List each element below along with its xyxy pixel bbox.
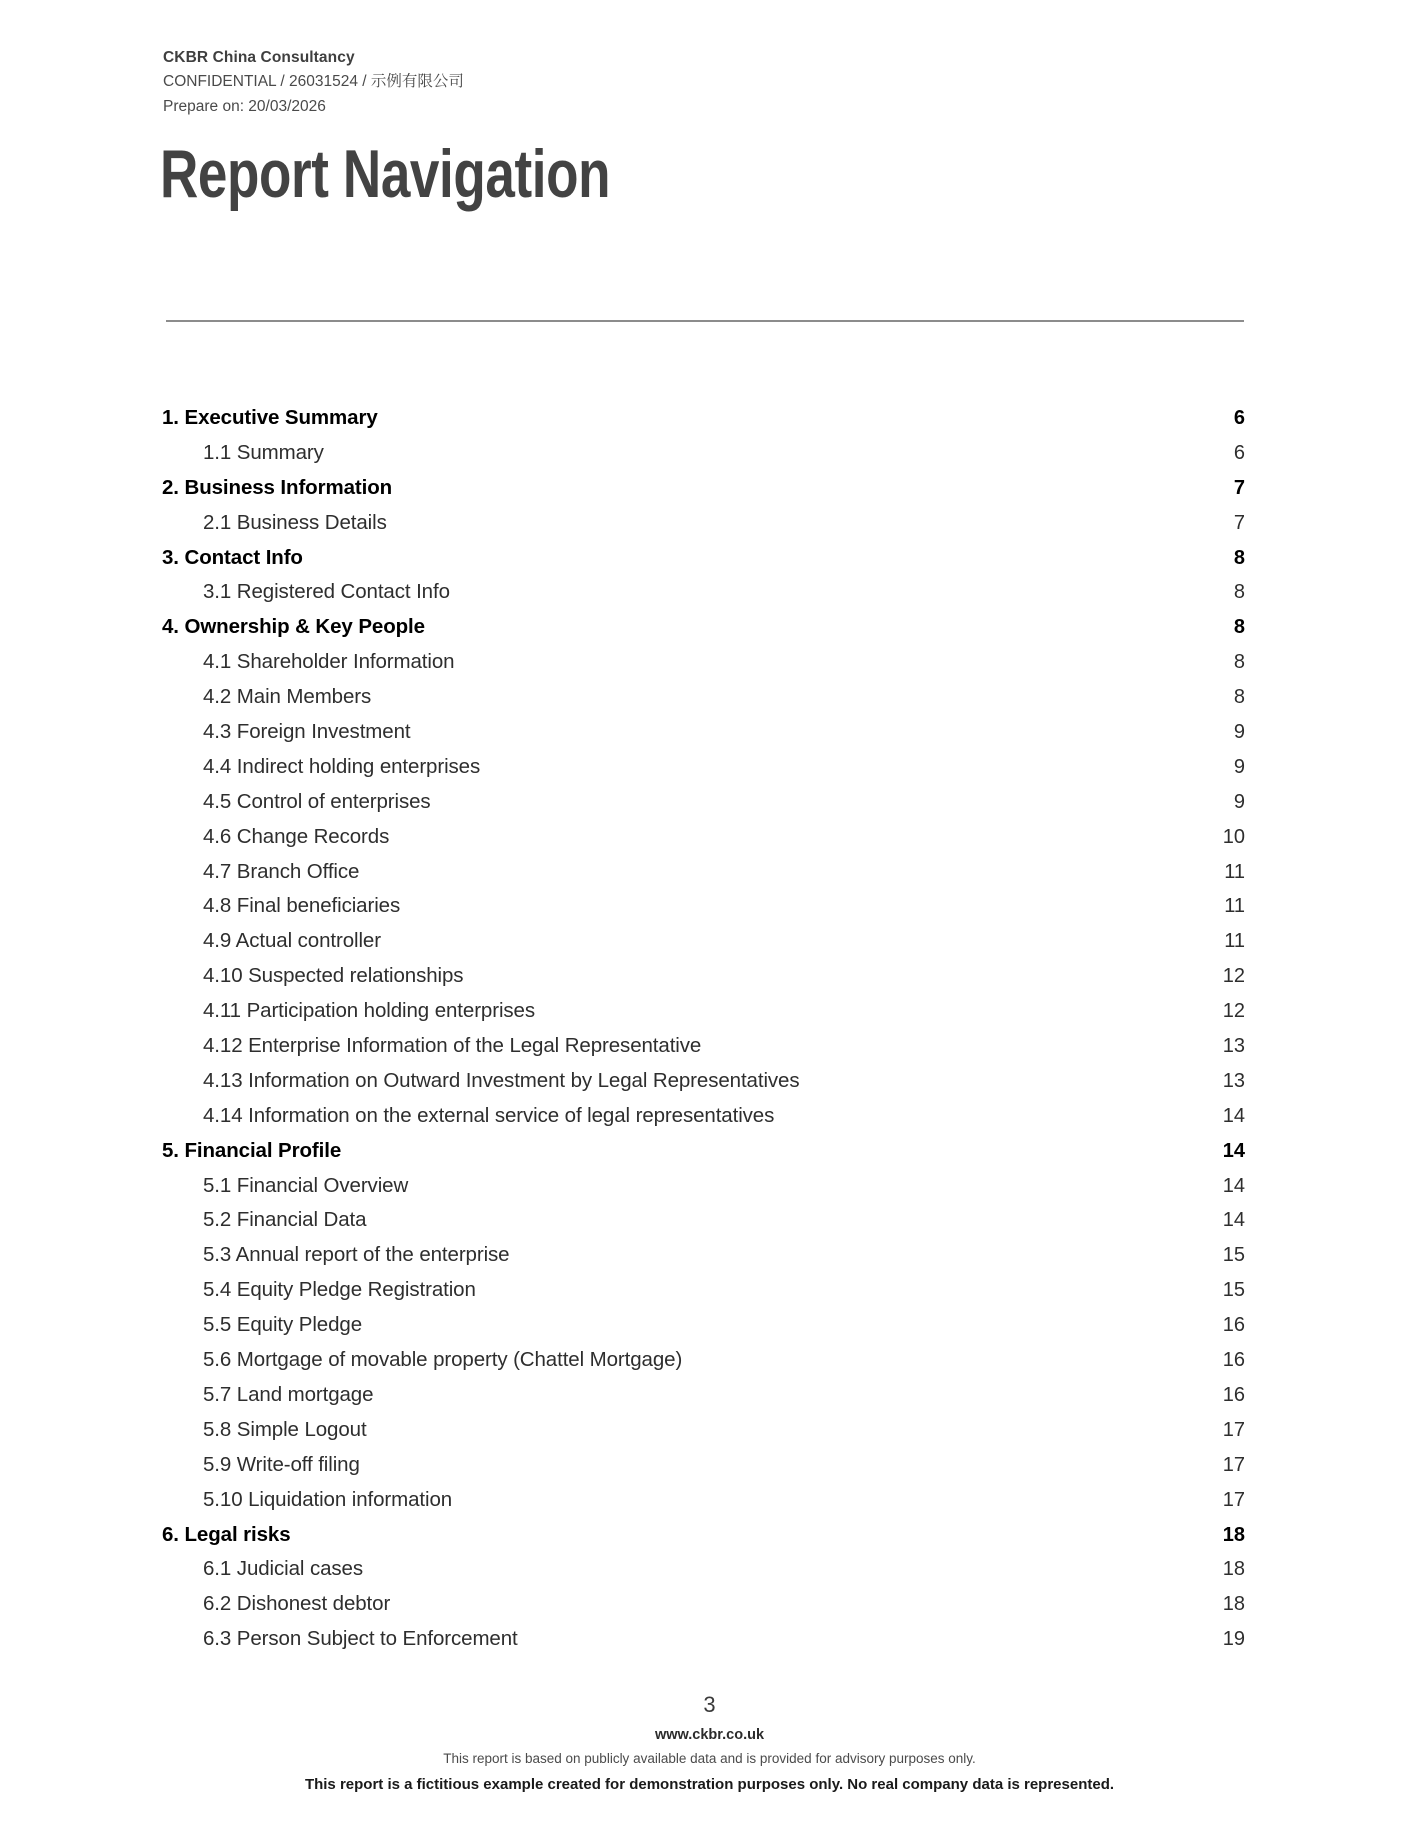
toc-entry-label: 5.8 Simple Logout <box>203 1417 367 1441</box>
toc-entry[interactable] <box>0 750 1419 785</box>
toc-entry[interactable] <box>0 820 1419 855</box>
toc-entry-page-number: 9 <box>1233 721 1245 744</box>
document-header <box>163 46 1063 120</box>
toc-entry-page-number: 9 <box>1233 790 1245 813</box>
toc-entry-page-number: 13 <box>1222 1069 1245 1092</box>
page-title: Report Navigation <box>160 136 611 212</box>
toc-entry-page-number: 15 <box>1222 1244 1245 1267</box>
toc-entry-label: 1. Executive Summary <box>162 406 378 429</box>
toc-entry[interactable] <box>0 1378 1419 1413</box>
toc-entry[interactable] <box>0 1134 1419 1169</box>
toc-entry-label: 2. Business Information <box>162 475 393 499</box>
toc-entry-label: 5.10 Liquidation information <box>203 1487 453 1511</box>
toc-entry-label: 6. Legal risks <box>162 1522 291 1546</box>
toc-entry-page-number: 12 <box>1222 1000 1245 1023</box>
toc-entry[interactable] <box>0 855 1419 890</box>
toc-entry-page-number: 7 <box>1233 476 1245 499</box>
toc-entry[interactable] <box>0 401 1419 436</box>
toc-entry[interactable] <box>0 1273 1419 1308</box>
toc-entry-label: 4.5 Control of enterprises <box>203 789 431 813</box>
toc-entry-page-number: 11 <box>1224 895 1245 918</box>
toc-entry[interactable] <box>0 1483 1419 1518</box>
toc-entry[interactable] <box>0 1029 1419 1064</box>
toc-entry-label: 6.2 Dishonest debtor <box>203 1592 391 1616</box>
toc-entry-page-number: 14 <box>1222 1209 1245 1232</box>
toc-entry-page-number: 8 <box>1233 651 1245 674</box>
organisation-name: CKBR China Consultancy <box>163 49 355 66</box>
toc-entry-label: 5.9 Write-off filing <box>203 1452 360 1476</box>
toc-entry-label: 5.1 Financial Overview <box>203 1173 409 1197</box>
toc-entry[interactable] <box>0 541 1419 576</box>
toc-entry-page-number: 7 <box>1233 511 1245 534</box>
toc-entry-label: 5.6 Mortgage of movable property (Chattel Mortgage) <box>203 1348 683 1372</box>
toc-entry-label: 4.8 Final beneficiaries <box>203 894 401 918</box>
footer-disclaimer: This report is based on publicly available data and is provided for advisory purposes only. <box>443 1750 976 1766</box>
page-number: 3 <box>703 1692 716 1717</box>
toc-entry[interactable] <box>0 1064 1419 1099</box>
toc-entry-page-number: 11 <box>1224 930 1245 953</box>
toc-entry[interactable] <box>0 1587 1419 1622</box>
toc-entry[interactable] <box>0 1169 1419 1204</box>
toc-entry-page-number: 14 <box>1222 1139 1245 1162</box>
toc-entry[interactable] <box>0 1552 1419 1587</box>
toc-entry-label: 4.11 Participation holding enterprises <box>203 999 535 1023</box>
toc-entry-label: 5.3 Annual report of the enterprise <box>203 1243 510 1267</box>
toc-entry[interactable] <box>0 506 1419 541</box>
toc-entry-label: 4.6 Change Records <box>203 824 390 848</box>
toc-entry-label: 5.4 Equity Pledge Registration <box>203 1278 476 1302</box>
toc-entry-label: 4.10 Suspected relationships <box>203 964 464 988</box>
toc-entry-label: 2.1 Business Details <box>203 510 387 534</box>
toc-entry-label: 4.12 Enterprise Information of the Legal Representative <box>203 1034 702 1058</box>
toc-entry[interactable] <box>0 889 1419 924</box>
toc-entry-label: 4.14 Information on the external service of legal representatives <box>203 1103 775 1127</box>
toc-entry-page-number: 6 <box>1233 407 1245 429</box>
toc-entry-page-number: 13 <box>1222 1035 1245 1058</box>
toc-entry[interactable] <box>0 785 1419 820</box>
toc-entry-page-number: 16 <box>1222 1314 1245 1337</box>
confidential-line: CONFIDENTIAL / 26031524 / 示例有限公司 <box>163 73 464 91</box>
document-footer <box>0 1691 1419 1795</box>
footer-fictitious-notice: This report is a fictitious example created for demonstration purposes only. No real company data is represented. <box>304 1775 1115 1793</box>
toc-entry-label: 3.1 Registered Contact Info <box>203 580 450 604</box>
toc-entry[interactable] <box>0 959 1419 994</box>
title-divider <box>166 320 1244 322</box>
toc-entry[interactable] <box>0 610 1419 645</box>
toc-entry-page-number: 17 <box>1222 1488 1245 1511</box>
toc-entry-label: 4.13 Information on Outward Investment by Legal Representatives <box>203 1068 800 1092</box>
toc-entry-page-number: 10 <box>1222 825 1245 848</box>
toc-entry[interactable] <box>0 924 1419 959</box>
toc-entry[interactable] <box>0 1413 1419 1448</box>
toc-entry-label: 1.1 Summary <box>203 440 324 464</box>
toc-entry-label: 4.3 Foreign Investment <box>203 720 411 744</box>
toc-entry-label: 4.1 Shareholder Information <box>203 650 455 674</box>
toc-entry[interactable] <box>0 715 1419 750</box>
toc-entry-page-number: 19 <box>1222 1628 1245 1651</box>
toc-entry-page-number: 8 <box>1233 581 1245 604</box>
toc-entry-page-number: 18 <box>1222 1558 1245 1581</box>
toc-entry-label: 6.3 Person Subject to Enforcement <box>203 1627 518 1651</box>
toc-entry-page-number: 17 <box>1222 1418 1245 1441</box>
toc-entry-page-number: 15 <box>1222 1279 1245 1302</box>
toc-entry-page-number: 11 <box>1224 860 1245 883</box>
toc-entry-label: 5.7 Land mortgage <box>203 1382 374 1406</box>
toc-entry-label: 5.2 Financial Data <box>203 1208 367 1232</box>
prepared-on-line: Prepare on: 20/03/2026 <box>163 97 326 115</box>
toc-entry-page-number: 18 <box>1222 1593 1245 1616</box>
toc-entry-page-number: 16 <box>1222 1383 1245 1406</box>
toc-entry[interactable] <box>0 1518 1419 1553</box>
toc-entry-page-number: 6 <box>1233 441 1245 464</box>
toc-entry-label: 4. Ownership & Key People <box>162 615 425 639</box>
toc-entry[interactable] <box>0 1448 1419 1483</box>
toc-entry[interactable] <box>0 1343 1419 1378</box>
toc-entry-label: 5.5 Equity Pledge <box>203 1313 362 1337</box>
toc-entry-page-number: 8 <box>1233 686 1245 709</box>
toc-entry[interactable] <box>0 436 1419 471</box>
toc-entry-page-number: 12 <box>1222 965 1245 988</box>
toc-entry[interactable] <box>0 575 1419 610</box>
toc-entry-label: 4.7 Branch Office <box>203 859 360 883</box>
toc-entry-label: 6.1 Judicial cases <box>203 1557 364 1581</box>
toc-entry-label: 4.2 Main Members <box>203 685 372 709</box>
toc-entry-page-number: 14 <box>1222 1104 1245 1127</box>
toc-entry-page-number: 17 <box>1222 1453 1245 1476</box>
toc-entry-label: 5. Financial Profile <box>162 1138 342 1162</box>
toc-entry-page-number: 16 <box>1222 1349 1245 1372</box>
toc-entry[interactable] <box>0 471 1419 506</box>
toc-entry-page-number: 8 <box>1233 616 1245 639</box>
toc-entry-page-number: 18 <box>1222 1523 1245 1546</box>
toc-entry[interactable] <box>0 994 1419 1029</box>
toc-entry[interactable] <box>0 1622 1419 1657</box>
table-of-contents <box>0 401 1419 1657</box>
toc-entry-page-number: 8 <box>1233 546 1245 569</box>
toc-entry-label: 4.4 Indirect holding enterprises <box>203 754 481 778</box>
toc-entry[interactable] <box>0 1238 1419 1273</box>
toc-entry[interactable] <box>0 1308 1419 1343</box>
toc-entry-label: 4.9 Actual controller <box>203 929 381 953</box>
toc-entry-label: 3. Contact Info <box>162 545 303 569</box>
toc-entry-page-number: 9 <box>1233 755 1245 778</box>
toc-entry[interactable] <box>0 680 1419 715</box>
website-url[interactable]: www.ckbr.co.uk <box>654 1726 765 1743</box>
toc-entry[interactable] <box>0 1099 1419 1134</box>
toc-entry[interactable] <box>0 1203 1419 1238</box>
toc-entry[interactable] <box>0 645 1419 680</box>
toc-entry-page-number: 14 <box>1222 1174 1245 1197</box>
